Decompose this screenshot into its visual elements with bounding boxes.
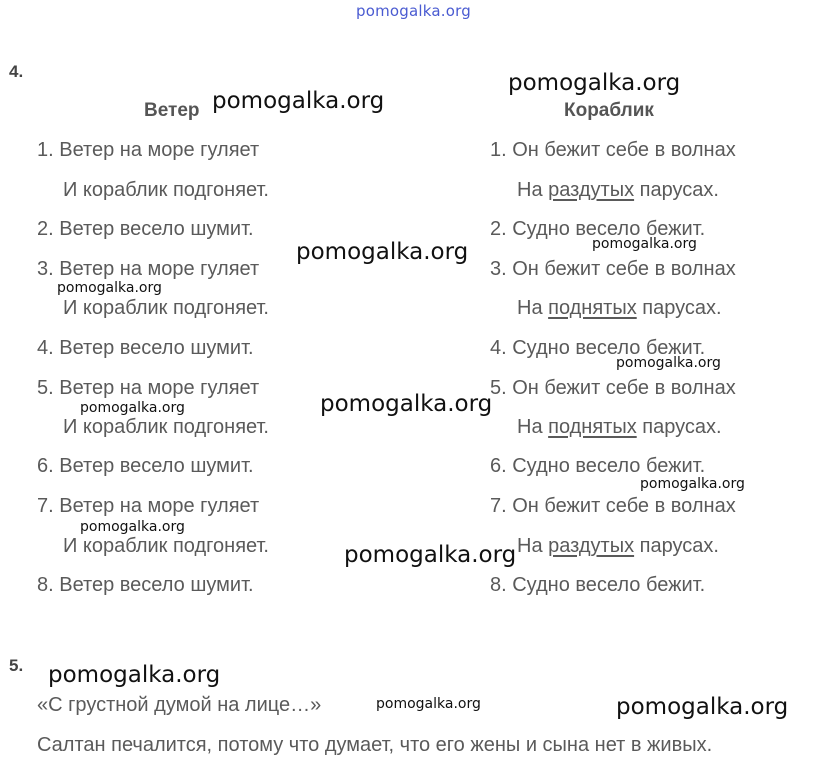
task-5-number: 5. bbox=[9, 656, 24, 675]
right-line-2-post: парусах. bbox=[634, 179, 719, 201]
task-5-answer: Салтан печалится, потому что думает, что его жены и сына нет в живых. bbox=[37, 734, 713, 756]
task-4-number: 4. bbox=[9, 62, 24, 81]
watermark: pomogalka.org bbox=[616, 355, 721, 371]
right-line-5-post: парусах. bbox=[636, 297, 722, 319]
left-line-3: 2. Ветер весело шумит. bbox=[37, 218, 254, 240]
left-line-9: 6. Ветер весело шумит. bbox=[37, 455, 254, 477]
right-line-8-pre: На bbox=[517, 416, 549, 438]
left-line-7: 5. Ветер на море гуляет bbox=[37, 377, 260, 399]
right-line-11-underlined: раздутых bbox=[548, 535, 635, 557]
left-line-12: 8. Ветер весело шумит. bbox=[37, 574, 254, 596]
left-column-title: Ветер bbox=[144, 100, 200, 121]
right-line-4: 3. Он бежит себе в волнах bbox=[490, 258, 736, 280]
left-line-4: 3. Ветер на море гуляет bbox=[37, 258, 260, 280]
watermark: pomogalka.org bbox=[57, 280, 162, 296]
watermark: pomogalka.org bbox=[592, 236, 697, 252]
task-5-quote: «С грустной думой на лице…» bbox=[37, 694, 322, 716]
right-line-6: 4. Судно весело бежит. bbox=[490, 337, 706, 359]
right-line-11 bbox=[517, 535, 719, 558]
left-line-6: 4. Ветер весело шумит. bbox=[37, 337, 254, 359]
right-column-title: Кораблик bbox=[564, 100, 654, 121]
watermark: pomogalka.org bbox=[508, 70, 681, 96]
right-line-3: 2. Судно весело бежит. bbox=[490, 218, 706, 240]
right-line-10: 7. Он бежит себе в волнах bbox=[490, 495, 736, 517]
watermark: pomogalka.org bbox=[320, 391, 493, 417]
watermark: pomogalka.org bbox=[376, 696, 481, 712]
watermark: pomogalka.org bbox=[344, 542, 517, 568]
watermark: pomogalka.org bbox=[80, 400, 185, 416]
left-line-10: 7. Ветер на море гуляет bbox=[37, 495, 260, 517]
right-line-8-post: парусах. bbox=[636, 416, 722, 438]
right-line-7: 5. Он бежит себе в волнах bbox=[490, 377, 736, 399]
watermark: pomogalka.org bbox=[80, 519, 185, 535]
top-watermark-link[interactable]: pomogalka.org bbox=[356, 2, 471, 20]
right-line-12: 8. Судно весело бежит. bbox=[490, 574, 706, 596]
watermark: pomogalka.org bbox=[296, 239, 469, 265]
left-line-2: И кораблик подгоняет. bbox=[63, 179, 269, 201]
right-line-2-underlined: раздутых bbox=[548, 179, 635, 201]
left-line-11: И кораблик подгоняет. bbox=[63, 535, 269, 557]
right-line-5-pre: На bbox=[517, 297, 549, 319]
right-line-5-underlined: поднятых bbox=[548, 297, 637, 319]
right-line-9: 6. Судно весело бежит. bbox=[490, 455, 706, 477]
watermark: pomogalka.org bbox=[616, 694, 789, 720]
left-line-5: И кораблик подгоняет. bbox=[63, 297, 269, 319]
right-line-2-pre: На bbox=[517, 179, 549, 201]
right-line-11-post: парусах. bbox=[634, 535, 719, 557]
right-line-11-pre: На bbox=[517, 535, 549, 557]
left-line-1: 1. Ветер на море гуляет bbox=[37, 139, 260, 161]
right-line-8-underlined: поднятых bbox=[548, 416, 637, 438]
right-line-8 bbox=[517, 416, 722, 439]
right-line-2 bbox=[517, 179, 719, 202]
right-line-1: 1. Он бежит себе в волнах bbox=[490, 139, 736, 161]
watermark: pomogalka.org bbox=[48, 662, 221, 688]
watermark: pomogalka.org bbox=[212, 88, 385, 114]
left-line-8: И кораблик подгоняет. bbox=[63, 416, 269, 438]
watermark: pomogalka.org bbox=[640, 476, 745, 492]
right-line-5 bbox=[517, 297, 722, 320]
